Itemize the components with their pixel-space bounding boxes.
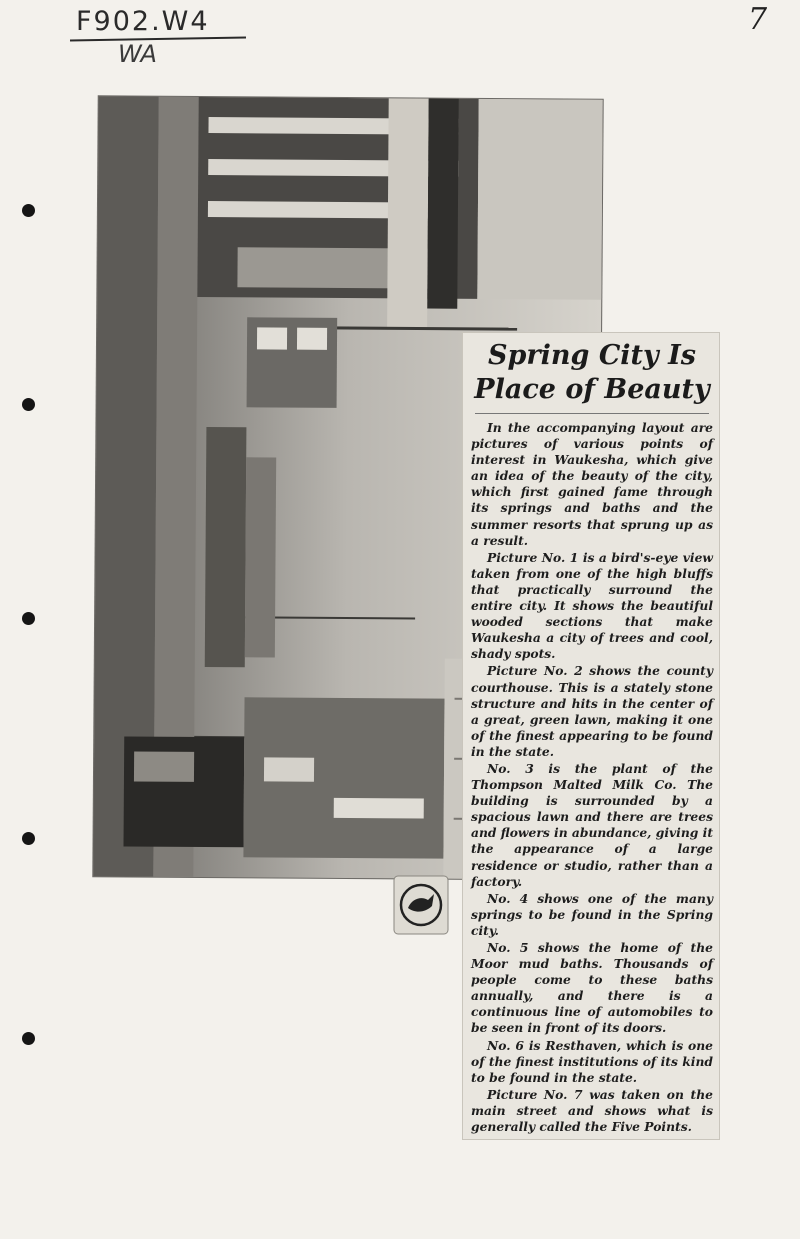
- punch-hole: [22, 204, 35, 217]
- page-number: 7: [748, 2, 768, 37]
- article-paragraph: No. 5 shows the home of the Moor mud baths. Thousands of people come to these baths annually, and there is a continuous line of automobiles to be seen in front of its doors.: [471, 940, 713, 1036]
- punch-hole: [22, 832, 35, 845]
- article-paragraph: Picture No. 1 is a bird's-eye view taken from one of the high bluffs that practically surround the entire city. It shows the beautiful wooded sections that make Waukesha a city of trees and cool, shady spots.: [471, 549, 713, 662]
- article-paragraph: No. 3 is the plant of the Thompson Malted Milk Co. The building is surrounded by a spacious lawn and there are trees and flowers in abundance, giving it the appearance of a large residence or studio, rather than a factory.: [471, 760, 713, 889]
- call-number-underline: [70, 36, 246, 41]
- article-paragraph: No. 6 is Resthaven, which is one of the finest institutions of its kind to be found in the state.: [471, 1037, 713, 1085]
- punch-hole: [22, 398, 35, 411]
- library-stamp-icon: [392, 874, 450, 936]
- article-headline: [471, 339, 713, 407]
- article-paragraph: Picture No. 2 shows the county courthouse. This is a stately stone structure and hits in the center of a great, green lawn, making it one of the finest appearing to be found in the state.: [471, 663, 713, 759]
- headline-line-1: Spring City Is: [488, 340, 696, 371]
- sub-note: WA: [118, 40, 157, 68]
- article-paragraph: No. 4 shows one of the many springs to be found in the Spring city.: [471, 890, 713, 938]
- newspaper-article: [462, 332, 720, 1140]
- article-paragraph: Picture No. 7 was taken on the main street and shows what is generally called the Five Points.: [471, 1086, 713, 1135]
- call-number-note: F902.W4: [76, 6, 210, 37]
- punch-hole: [22, 612, 35, 625]
- punch-hole: [22, 1032, 35, 1045]
- headline-rule: [475, 413, 709, 414]
- article-paragraph: In the accompanying layout are pictures of various points of interest in Waukesha, which give an idea of the beauty of the city, which first gained fame through its springs and baths and the summer resorts that sprung up as a result.: [471, 420, 713, 548]
- headline-line-2: Place of Beauty: [474, 374, 710, 405]
